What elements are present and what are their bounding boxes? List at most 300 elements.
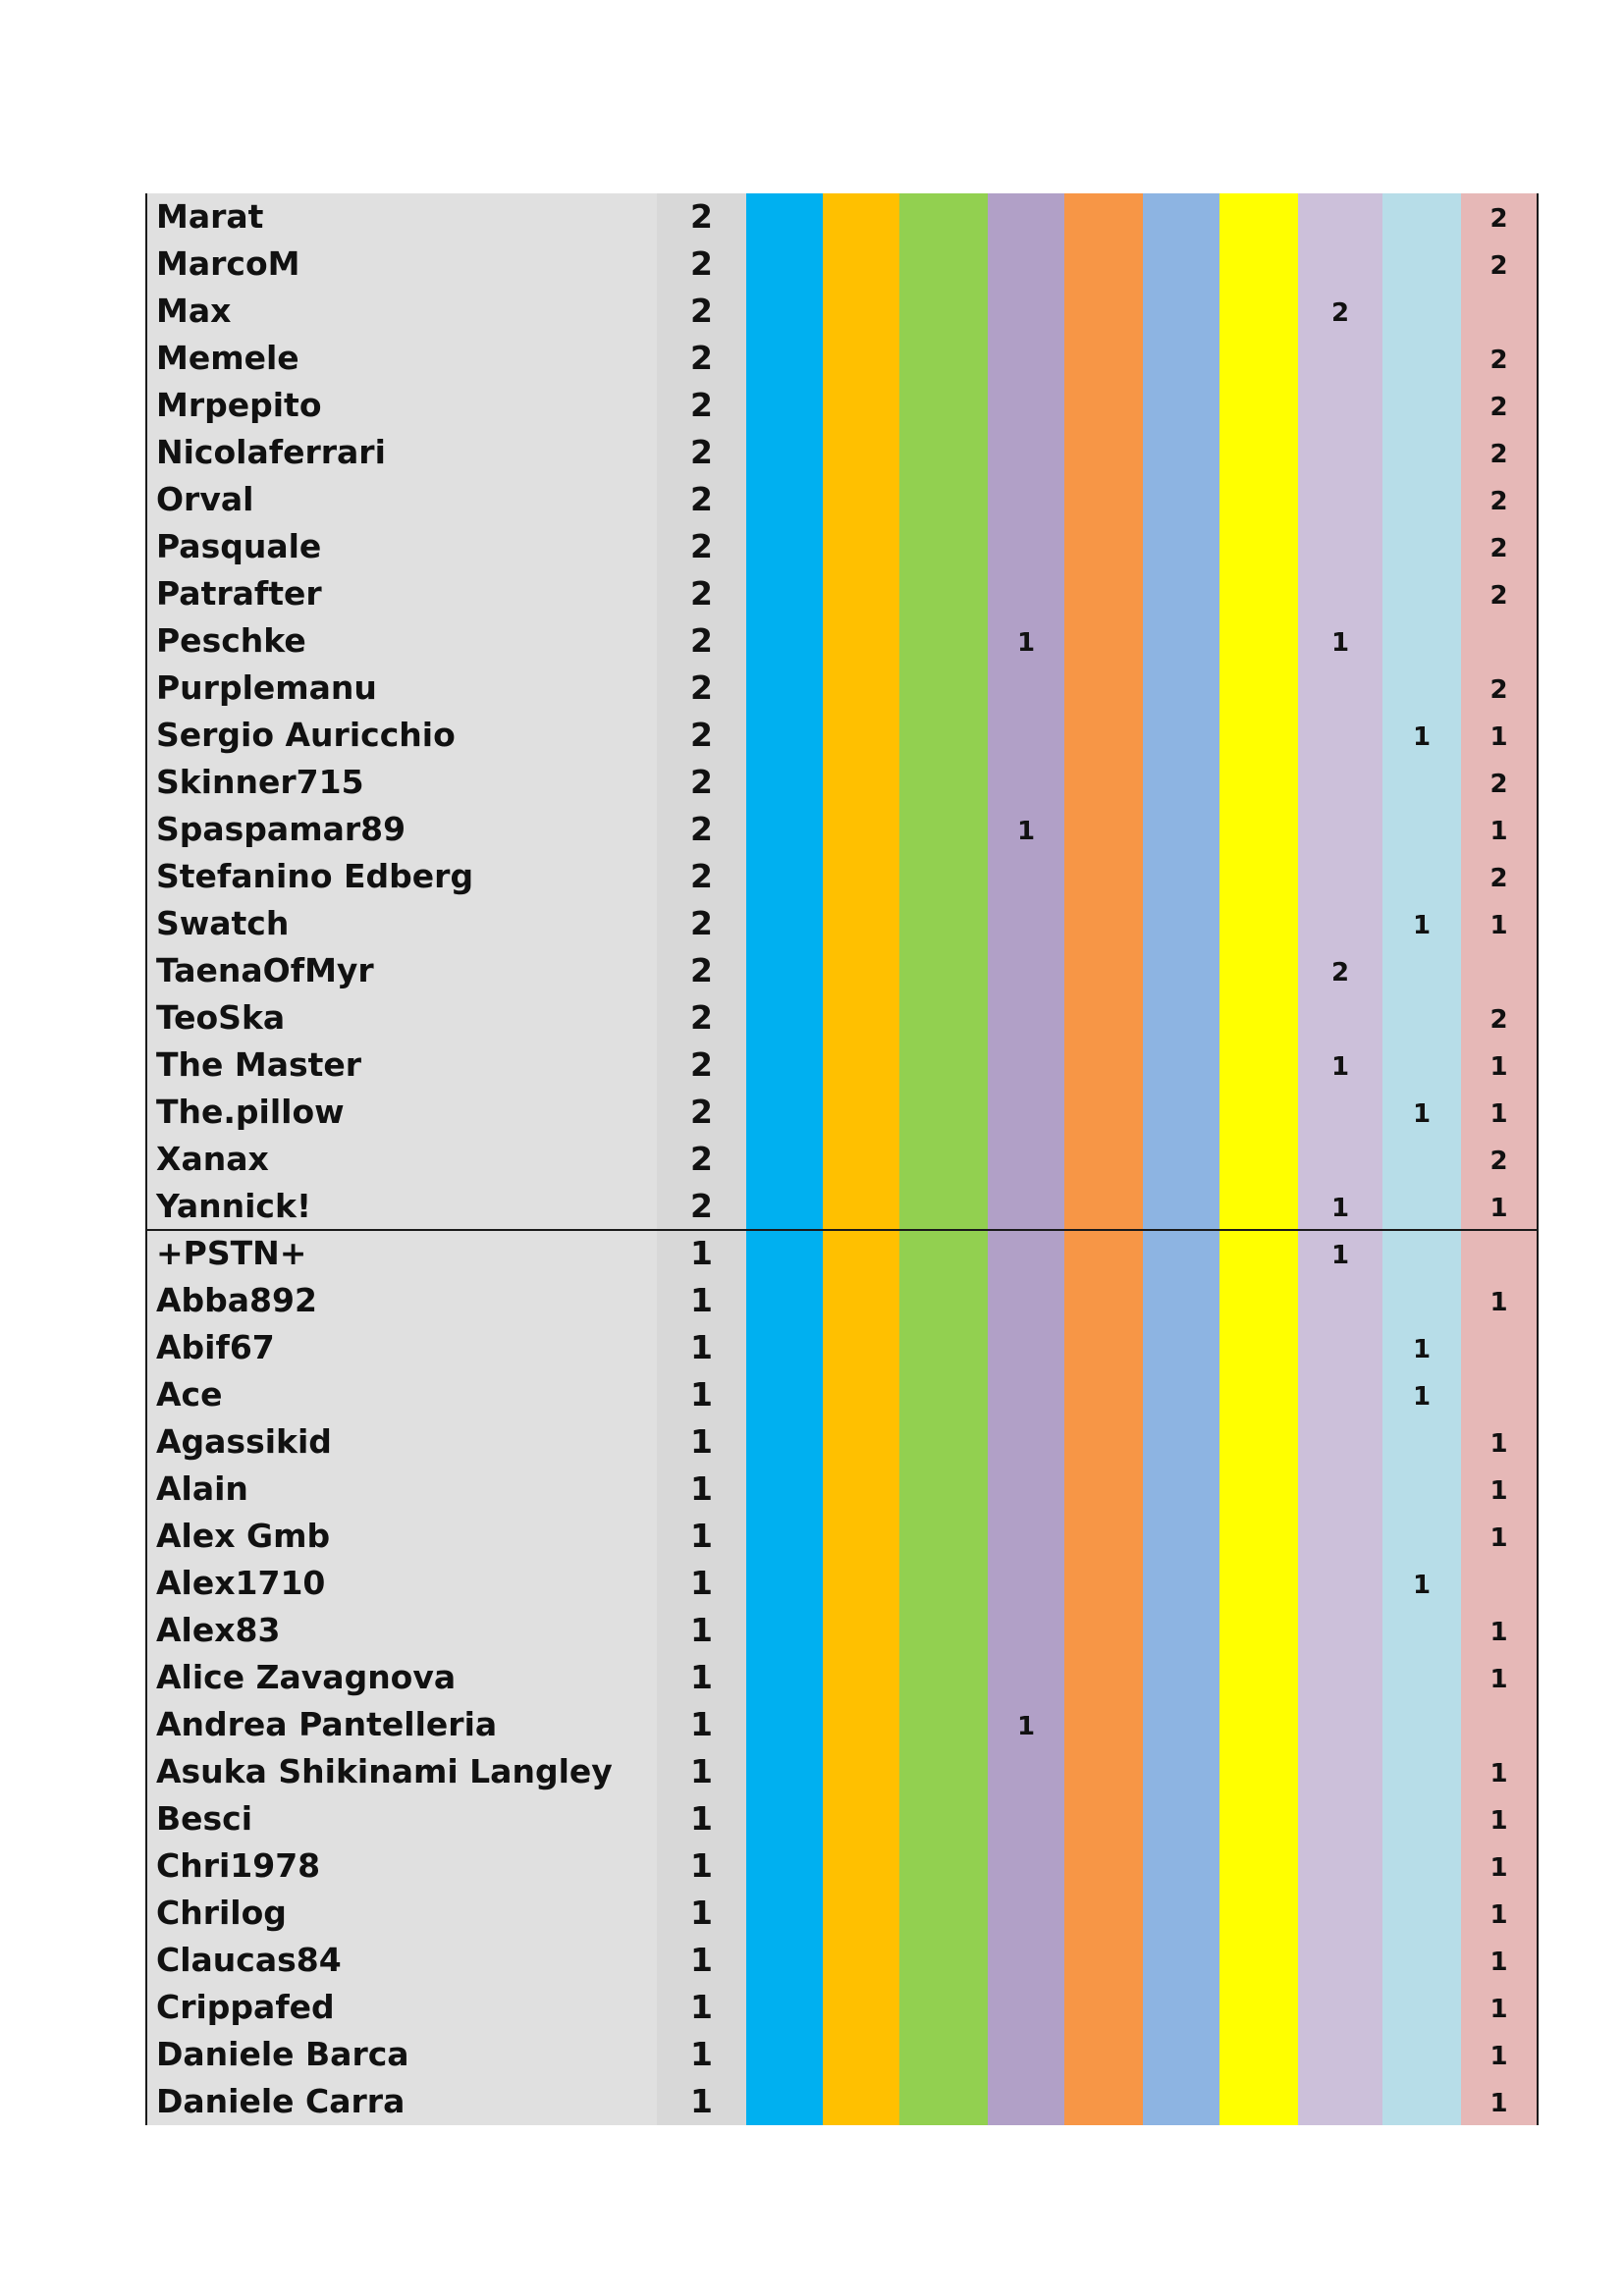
column-6-cell[interactable] (1143, 665, 1219, 712)
column-10-cell[interactable]: 2 (1461, 523, 1539, 570)
column-8-cell[interactable] (1298, 665, 1382, 712)
column-9-cell[interactable] (1382, 193, 1461, 240)
column-5-cell[interactable] (1064, 2078, 1143, 2125)
column-10-cell[interactable]: 1 (1461, 1937, 1539, 1984)
column-7-cell[interactable] (1219, 429, 1298, 476)
column-7-cell[interactable] (1219, 853, 1298, 900)
total-cell[interactable]: 2 (657, 335, 746, 382)
column-7-cell[interactable] (1219, 1513, 1298, 1560)
column-8-cell[interactable] (1298, 523, 1382, 570)
column-6-cell[interactable] (1143, 1089, 1219, 1136)
player-name-cell[interactable]: TeoSka (145, 994, 657, 1041)
total-cell[interactable]: 1 (657, 1277, 746, 1324)
player-name-cell[interactable]: The.pillow (145, 1089, 657, 1136)
player-name-cell[interactable]: Alain (145, 1466, 657, 1513)
column-2-cell[interactable] (823, 335, 899, 382)
total-cell[interactable]: 2 (657, 1089, 746, 1136)
column-4-cell[interactable] (988, 1560, 1064, 1607)
player-name-cell[interactable]: Asuka Shikinami Langley (145, 1748, 657, 1795)
column-5-cell[interactable] (1064, 994, 1143, 1041)
column-7-cell[interactable] (1219, 1842, 1298, 1890)
column-1-cell[interactable] (746, 1654, 823, 1701)
column-2-cell[interactable] (823, 1701, 899, 1748)
column-10-cell[interactable] (1461, 1324, 1539, 1371)
column-3-cell[interactable] (899, 1842, 988, 1890)
column-10-cell[interactable]: 1 (1461, 1513, 1539, 1560)
player-name-cell[interactable]: Alice Zavagnova (145, 1654, 657, 1701)
column-4-cell[interactable]: 1 (988, 1701, 1064, 1748)
column-9-cell[interactable] (1382, 1984, 1461, 2031)
column-10-cell[interactable]: 2 (1461, 335, 1539, 382)
column-5-cell[interactable] (1064, 1984, 1143, 2031)
column-9-cell[interactable] (1382, 1701, 1461, 1748)
column-10-cell[interactable] (1461, 288, 1539, 335)
column-3-cell[interactable] (899, 240, 988, 288)
column-8-cell[interactable] (1298, 2031, 1382, 2078)
column-1-cell[interactable] (746, 947, 823, 994)
column-5-cell[interactable] (1064, 523, 1143, 570)
column-7-cell[interactable] (1219, 1466, 1298, 1513)
column-1-cell[interactable] (746, 1560, 823, 1607)
column-3-cell[interactable] (899, 1324, 988, 1371)
total-cell[interactable]: 2 (657, 617, 746, 665)
column-10-cell[interactable]: 2 (1461, 193, 1539, 240)
total-cell[interactable]: 2 (657, 1041, 746, 1089)
column-4-cell[interactable] (988, 1183, 1064, 1230)
column-9-cell[interactable] (1382, 523, 1461, 570)
column-8-cell[interactable] (1298, 900, 1382, 947)
column-2-cell[interactable] (823, 665, 899, 712)
player-name-cell[interactable]: Nicolaferrari (145, 429, 657, 476)
column-6-cell[interactable] (1143, 1418, 1219, 1466)
column-7-cell[interactable] (1219, 1324, 1298, 1371)
column-7-cell[interactable] (1219, 1136, 1298, 1183)
column-9-cell[interactable] (1382, 994, 1461, 1041)
column-2-cell[interactable] (823, 1937, 899, 1984)
column-4-cell[interactable] (988, 2031, 1064, 2078)
column-6-cell[interactable] (1143, 429, 1219, 476)
player-name-cell[interactable]: Abba892 (145, 1277, 657, 1324)
column-5-cell[interactable] (1064, 806, 1143, 853)
column-7-cell[interactable] (1219, 1371, 1298, 1418)
column-6-cell[interactable] (1143, 759, 1219, 806)
column-2-cell[interactable] (823, 1842, 899, 1890)
column-9-cell[interactable] (1382, 1041, 1461, 1089)
column-9-cell[interactable] (1382, 1842, 1461, 1890)
player-name-cell[interactable]: Claucas84 (145, 1937, 657, 1984)
column-7-cell[interactable] (1219, 523, 1298, 570)
column-2-cell[interactable] (823, 382, 899, 429)
column-6-cell[interactable] (1143, 1183, 1219, 1230)
player-name-cell[interactable]: Orval (145, 476, 657, 523)
column-5-cell[interactable] (1064, 1842, 1143, 1890)
column-10-cell[interactable]: 1 (1461, 2078, 1539, 2125)
column-7-cell[interactable] (1219, 1607, 1298, 1654)
column-7-cell[interactable] (1219, 900, 1298, 947)
column-7-cell[interactable] (1219, 240, 1298, 288)
column-1-cell[interactable] (746, 335, 823, 382)
column-7-cell[interactable] (1219, 193, 1298, 240)
column-7-cell[interactable] (1219, 947, 1298, 994)
column-3-cell[interactable] (899, 335, 988, 382)
column-9-cell[interactable]: 1 (1382, 712, 1461, 759)
column-9-cell[interactable] (1382, 1654, 1461, 1701)
column-6-cell[interactable] (1143, 382, 1219, 429)
column-1-cell[interactable] (746, 2031, 823, 2078)
column-8-cell[interactable] (1298, 1937, 1382, 1984)
column-10-cell[interactable]: 1 (1461, 1654, 1539, 1701)
column-9-cell[interactable] (1382, 1795, 1461, 1842)
column-1-cell[interactable] (746, 1183, 823, 1230)
column-10-cell[interactable] (1461, 1701, 1539, 1748)
column-5-cell[interactable] (1064, 1937, 1143, 1984)
column-2-cell[interactable] (823, 1607, 899, 1654)
player-name-cell[interactable]: Peschke (145, 617, 657, 665)
column-4-cell[interactable] (988, 1136, 1064, 1183)
column-4-cell[interactable] (988, 1654, 1064, 1701)
column-2-cell[interactable] (823, 617, 899, 665)
column-4-cell[interactable] (988, 1937, 1064, 1984)
column-2-cell[interactable] (823, 2078, 899, 2125)
column-1-cell[interactable] (746, 759, 823, 806)
column-6-cell[interactable] (1143, 1513, 1219, 1560)
column-9-cell[interactable] (1382, 1418, 1461, 1466)
column-6-cell[interactable] (1143, 806, 1219, 853)
column-6-cell[interactable] (1143, 1560, 1219, 1607)
column-4-cell[interactable] (988, 1607, 1064, 1654)
column-2-cell[interactable] (823, 193, 899, 240)
column-2-cell[interactable] (823, 476, 899, 523)
column-10-cell[interactable]: 1 (1461, 1842, 1539, 1890)
column-6-cell[interactable] (1143, 1230, 1219, 1277)
column-3-cell[interactable] (899, 1418, 988, 1466)
column-10-cell[interactable]: 1 (1461, 1089, 1539, 1136)
column-1-cell[interactable] (746, 1324, 823, 1371)
column-8-cell[interactable] (1298, 1418, 1382, 1466)
column-1-cell[interactable] (746, 1842, 823, 1890)
column-4-cell[interactable] (988, 1089, 1064, 1136)
player-name-cell[interactable]: Max (145, 288, 657, 335)
column-4-cell[interactable] (988, 665, 1064, 712)
column-8-cell[interactable] (1298, 1748, 1382, 1795)
column-1-cell[interactable] (746, 570, 823, 617)
column-8-cell[interactable] (1298, 1324, 1382, 1371)
column-6-cell[interactable] (1143, 1277, 1219, 1324)
column-2-cell[interactable] (823, 523, 899, 570)
column-4-cell[interactable] (988, 853, 1064, 900)
column-6-cell[interactable] (1143, 1984, 1219, 2031)
player-name-cell[interactable]: Abif67 (145, 1324, 657, 1371)
column-5-cell[interactable] (1064, 1560, 1143, 1607)
column-9-cell[interactable] (1382, 617, 1461, 665)
column-9-cell[interactable] (1382, 382, 1461, 429)
column-8-cell[interactable]: 1 (1298, 1041, 1382, 1089)
column-5-cell[interactable] (1064, 288, 1143, 335)
column-9-cell[interactable] (1382, 2078, 1461, 2125)
column-2-cell[interactable] (823, 1230, 899, 1277)
column-9-cell[interactable] (1382, 759, 1461, 806)
column-6-cell[interactable] (1143, 947, 1219, 994)
total-cell[interactable]: 1 (657, 1795, 746, 1842)
column-3-cell[interactable] (899, 429, 988, 476)
column-7-cell[interactable] (1219, 665, 1298, 712)
column-4-cell[interactable] (988, 1230, 1064, 1277)
player-name-cell[interactable]: Stefanino Edberg (145, 853, 657, 900)
column-5-cell[interactable] (1064, 1371, 1143, 1418)
column-3-cell[interactable] (899, 2031, 988, 2078)
column-1-cell[interactable] (746, 1371, 823, 1418)
column-7-cell[interactable] (1219, 382, 1298, 429)
column-9-cell[interactable] (1382, 2031, 1461, 2078)
column-3-cell[interactable] (899, 806, 988, 853)
column-3-cell[interactable] (899, 853, 988, 900)
column-5-cell[interactable] (1064, 570, 1143, 617)
column-4-cell[interactable] (988, 429, 1064, 476)
column-5-cell[interactable] (1064, 1701, 1143, 1748)
total-cell[interactable]: 2 (657, 947, 746, 994)
column-2-cell[interactable] (823, 759, 899, 806)
column-9-cell[interactable] (1382, 476, 1461, 523)
player-name-cell[interactable]: Memele (145, 335, 657, 382)
column-7-cell[interactable] (1219, 1748, 1298, 1795)
column-2-cell[interactable] (823, 1795, 899, 1842)
column-7-cell[interactable] (1219, 1089, 1298, 1136)
column-7-cell[interactable] (1219, 1890, 1298, 1937)
column-6-cell[interactable] (1143, 1041, 1219, 1089)
column-7-cell[interactable] (1219, 2031, 1298, 2078)
total-cell[interactable]: 2 (657, 476, 746, 523)
column-5-cell[interactable] (1064, 1041, 1143, 1089)
column-4-cell[interactable] (988, 1795, 1064, 1842)
column-6-cell[interactable] (1143, 1371, 1219, 1418)
column-3-cell[interactable] (899, 288, 988, 335)
column-3-cell[interactable] (899, 1890, 988, 1937)
column-8-cell[interactable] (1298, 1466, 1382, 1513)
column-5-cell[interactable] (1064, 1890, 1143, 1937)
total-cell[interactable]: 2 (657, 570, 746, 617)
player-name-cell[interactable]: Chri1978 (145, 1842, 657, 1890)
column-10-cell[interactable]: 1 (1461, 2031, 1539, 2078)
column-4-cell[interactable] (988, 994, 1064, 1041)
column-1-cell[interactable] (746, 1513, 823, 1560)
column-6-cell[interactable] (1143, 712, 1219, 759)
column-6-cell[interactable] (1143, 617, 1219, 665)
column-5-cell[interactable] (1064, 947, 1143, 994)
total-cell[interactable]: 2 (657, 853, 746, 900)
column-10-cell[interactable]: 2 (1461, 240, 1539, 288)
column-1-cell[interactable] (746, 1795, 823, 1842)
column-1-cell[interactable] (746, 2078, 823, 2125)
column-6-cell[interactable] (1143, 1795, 1219, 1842)
column-1-cell[interactable] (746, 1041, 823, 1089)
column-6-cell[interactable] (1143, 2078, 1219, 2125)
column-5-cell[interactable] (1064, 712, 1143, 759)
player-name-cell[interactable]: Purplemanu (145, 665, 657, 712)
total-cell[interactable]: 2 (657, 712, 746, 759)
column-1-cell[interactable] (746, 900, 823, 947)
column-8-cell[interactable] (1298, 1560, 1382, 1607)
total-cell[interactable]: 2 (657, 193, 746, 240)
column-3-cell[interactable] (899, 1607, 988, 1654)
column-10-cell[interactable]: 2 (1461, 476, 1539, 523)
total-cell[interactable]: 1 (657, 1418, 746, 1466)
column-9-cell[interactable] (1382, 1937, 1461, 1984)
column-6-cell[interactable] (1143, 476, 1219, 523)
column-10-cell[interactable]: 1 (1461, 1795, 1539, 1842)
column-4-cell[interactable] (988, 1748, 1064, 1795)
column-1-cell[interactable] (746, 1890, 823, 1937)
column-8-cell[interactable] (1298, 1371, 1382, 1418)
column-8-cell[interactable] (1298, 1842, 1382, 1890)
column-7-cell[interactable] (1219, 335, 1298, 382)
player-name-cell[interactable]: Mrpepito (145, 382, 657, 429)
column-10-cell[interactable]: 1 (1461, 1890, 1539, 1937)
column-5-cell[interactable] (1064, 476, 1143, 523)
column-6-cell[interactable] (1143, 1748, 1219, 1795)
total-cell[interactable]: 2 (657, 288, 746, 335)
column-2-cell[interactable] (823, 900, 899, 947)
column-1-cell[interactable] (746, 665, 823, 712)
column-4-cell[interactable] (988, 240, 1064, 288)
column-10-cell[interactable]: 2 (1461, 759, 1539, 806)
total-cell[interactable]: 1 (657, 1466, 746, 1513)
column-2-cell[interactable] (823, 1748, 899, 1795)
column-5-cell[interactable] (1064, 1466, 1143, 1513)
column-4-cell[interactable] (988, 1984, 1064, 2031)
player-name-cell[interactable]: Swatch (145, 900, 657, 947)
player-name-cell[interactable]: Alex83 (145, 1607, 657, 1654)
player-name-cell[interactable]: Agassikid (145, 1418, 657, 1466)
column-8-cell[interactable]: 1 (1298, 617, 1382, 665)
column-6-cell[interactable] (1143, 1654, 1219, 1701)
column-5-cell[interactable] (1064, 665, 1143, 712)
column-4-cell[interactable] (988, 335, 1064, 382)
column-8-cell[interactable] (1298, 335, 1382, 382)
column-2-cell[interactable] (823, 1183, 899, 1230)
column-10-cell[interactable]: 1 (1461, 1183, 1539, 1230)
column-6-cell[interactable] (1143, 1701, 1219, 1748)
column-2-cell[interactable] (823, 429, 899, 476)
column-2-cell[interactable] (823, 1041, 899, 1089)
column-4-cell[interactable]: 1 (988, 617, 1064, 665)
column-7-cell[interactable] (1219, 570, 1298, 617)
column-6-cell[interactable] (1143, 1136, 1219, 1183)
column-3-cell[interactable] (899, 1466, 988, 1513)
column-1-cell[interactable] (746, 994, 823, 1041)
column-10-cell[interactable]: 2 (1461, 429, 1539, 476)
column-2-cell[interactable] (823, 947, 899, 994)
column-7-cell[interactable] (1219, 617, 1298, 665)
column-6-cell[interactable] (1143, 1466, 1219, 1513)
column-1-cell[interactable] (746, 806, 823, 853)
column-2-cell[interactable] (823, 1513, 899, 1560)
column-2-cell[interactable] (823, 288, 899, 335)
player-name-cell[interactable]: Marat (145, 193, 657, 240)
column-4-cell[interactable] (988, 1842, 1064, 1890)
player-name-cell[interactable]: Pasquale (145, 523, 657, 570)
column-7-cell[interactable] (1219, 1560, 1298, 1607)
column-8-cell[interactable]: 2 (1298, 288, 1382, 335)
column-7-cell[interactable] (1219, 1041, 1298, 1089)
total-cell[interactable]: 1 (657, 2031, 746, 2078)
column-5-cell[interactable] (1064, 1183, 1143, 1230)
column-1-cell[interactable] (746, 193, 823, 240)
column-8-cell[interactable]: 1 (1298, 1230, 1382, 1277)
column-10-cell[interactable]: 2 (1461, 994, 1539, 1041)
column-2-cell[interactable] (823, 853, 899, 900)
column-5-cell[interactable] (1064, 617, 1143, 665)
column-4-cell[interactable] (988, 712, 1064, 759)
total-cell[interactable]: 2 (657, 806, 746, 853)
column-2-cell[interactable] (823, 570, 899, 617)
player-name-cell[interactable]: Crippafed (145, 1984, 657, 2031)
total-cell[interactable]: 2 (657, 1183, 746, 1230)
column-8-cell[interactable] (1298, 382, 1382, 429)
column-3-cell[interactable] (899, 617, 988, 665)
total-cell[interactable]: 1 (657, 1513, 746, 1560)
total-cell[interactable]: 2 (657, 1136, 746, 1183)
column-9-cell[interactable] (1382, 1890, 1461, 1937)
column-4-cell[interactable] (988, 1513, 1064, 1560)
total-cell[interactable]: 2 (657, 523, 746, 570)
column-1-cell[interactable] (746, 1701, 823, 1748)
column-4-cell[interactable] (988, 1324, 1064, 1371)
player-name-cell[interactable]: Skinner715 (145, 759, 657, 806)
player-name-cell[interactable]: Patrafter (145, 570, 657, 617)
player-name-cell[interactable]: Alex Gmb (145, 1513, 657, 1560)
column-6-cell[interactable] (1143, 1890, 1219, 1937)
column-8-cell[interactable] (1298, 1277, 1382, 1324)
column-10-cell[interactable] (1461, 1371, 1539, 1418)
column-10-cell[interactable] (1461, 1560, 1539, 1607)
column-9-cell[interactable] (1382, 335, 1461, 382)
column-3-cell[interactable] (899, 994, 988, 1041)
column-5-cell[interactable] (1064, 1748, 1143, 1795)
column-2-cell[interactable] (823, 1418, 899, 1466)
column-6-cell[interactable] (1143, 335, 1219, 382)
column-1-cell[interactable] (746, 240, 823, 288)
column-3-cell[interactable] (899, 1984, 988, 2031)
total-cell[interactable]: 1 (657, 1748, 746, 1795)
column-8-cell[interactable] (1298, 806, 1382, 853)
column-8-cell[interactable] (1298, 570, 1382, 617)
player-name-cell[interactable]: Xanax (145, 1136, 657, 1183)
column-3-cell[interactable] (899, 1748, 988, 1795)
total-cell[interactable]: 1 (657, 1607, 746, 1654)
player-name-cell[interactable]: Daniele Barca (145, 2031, 657, 2078)
column-4-cell[interactable] (988, 2078, 1064, 2125)
column-2-cell[interactable] (823, 1277, 899, 1324)
column-8-cell[interactable]: 1 (1298, 1183, 1382, 1230)
column-8-cell[interactable] (1298, 2078, 1382, 2125)
column-9-cell[interactable] (1382, 665, 1461, 712)
column-9-cell[interactable] (1382, 947, 1461, 994)
player-name-cell[interactable]: Chrilog (145, 1890, 657, 1937)
column-10-cell[interactable]: 1 (1461, 1466, 1539, 1513)
column-3-cell[interactable] (899, 1230, 988, 1277)
player-name-cell[interactable]: TaenaOfMyr (145, 947, 657, 994)
column-4-cell[interactable] (988, 947, 1064, 994)
total-cell[interactable]: 2 (657, 759, 746, 806)
column-3-cell[interactable] (899, 1513, 988, 1560)
player-name-cell[interactable]: The Master (145, 1041, 657, 1089)
column-1-cell[interactable] (746, 1136, 823, 1183)
column-7-cell[interactable] (1219, 759, 1298, 806)
total-cell[interactable]: 1 (657, 1937, 746, 1984)
column-5-cell[interactable] (1064, 193, 1143, 240)
column-6-cell[interactable] (1143, 2031, 1219, 2078)
column-10-cell[interactable]: 2 (1461, 382, 1539, 429)
